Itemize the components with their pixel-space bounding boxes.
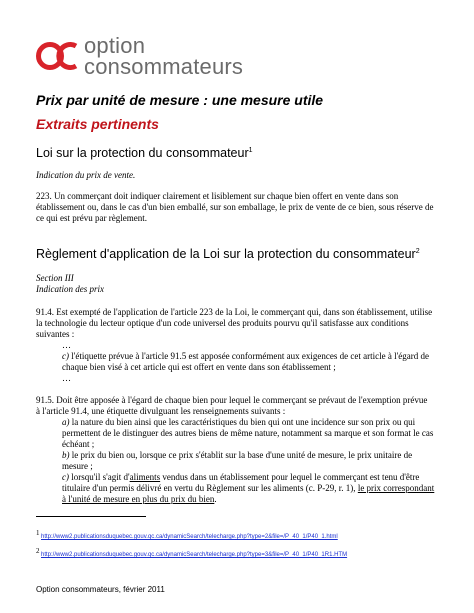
- footnote-1: [36, 529, 338, 541]
- text-fragment: titulaire d'un permis délivré en vertu du Règlement sur les aliments (c. P-29, r. 1),: [62, 483, 358, 493]
- text-fragment: .: [214, 494, 217, 504]
- document-subtitle: Extraits pertinents: [36, 116, 159, 132]
- item-label: a): [62, 417, 70, 427]
- item-label: c): [62, 351, 69, 361]
- underlined-prix-correspondant: le prix correspondant: [357, 483, 435, 493]
- section-sublabel: Indication des prix: [36, 284, 104, 294]
- text-line: chaque bien visé à cet article qui est offert en vente dans son établissement ;: [62, 362, 336, 372]
- item-c: [62, 351, 429, 373]
- document-title: Prix par unité de mesure : une mesure utile: [36, 92, 324, 108]
- article-91-4: [36, 307, 432, 340]
- text-fragment: lorsqu'il s'agit d': [69, 472, 130, 482]
- text-line: ce qui est prévu par règlement.: [36, 213, 147, 223]
- text-line: échéant ;: [62, 439, 95, 449]
- text-line: l'étiquette prévue à l'article 91.5 est apposée conformément aux exigences de cet article à l'égard de: [69, 351, 429, 361]
- footnote-number: 2: [36, 547, 40, 555]
- logo: [36, 33, 244, 82]
- footnote-2-link[interactable]: http://www2.publicationsduquebec.gouv.qc.ca/dynamicSearch/telecharge.php?type=3&file=/P_40_1/P40_1R1.HTM: [41, 552, 348, 558]
- footnote-ref-1[interactable]: 1: [248, 146, 253, 154]
- footnote-separator: [36, 516, 146, 517]
- footnote-ref-2[interactable]: 2: [415, 247, 420, 255]
- ellipsis: …: [62, 373, 71, 383]
- ellipsis: …: [62, 340, 71, 350]
- text-line: établissement ou, dans le cas d'un bien emballé, sur son emballage, le prix de vente de ce bien, sous réserve de: [36, 202, 434, 212]
- option-consommateurs-logo-mark: [36, 38, 80, 74]
- text-line: la technologie du lecteur optique d'un code universel des produits pourvu qu'il satisfasse aux conditions: [36, 318, 409, 328]
- article-91-5: [36, 395, 427, 417]
- underlined-unite-mesure: à l'unité de mesure en plus du prix du bien: [62, 494, 215, 504]
- underlined-aliments: aliments: [129, 472, 161, 482]
- footnote-2: [36, 547, 348, 559]
- section-label: Section III: [36, 273, 74, 283]
- item-label: b): [62, 450, 70, 460]
- item-c-aliments: [62, 472, 434, 505]
- footnote-number: 1: [36, 529, 40, 537]
- item-label: c): [62, 472, 69, 482]
- text-fragment: vendus dans un établissement pour lequel le commerçant est tenu d'être: [160, 472, 420, 482]
- logo-text-consommateurs: consommateurs: [84, 54, 244, 79]
- text-line: à l'article 91.4, une étiquette divulguant les renseignements suivants :: [36, 406, 286, 416]
- text-line: 91.5. Doit être apposée à l'égard de chaque bien pour lequel le commerçant se prévaut de l'exemption prévue: [36, 395, 428, 405]
- text-line: le prix du bien ou, lorsque ce prix s'établit sur la base d'une unité de mesure, le prix unitaire de: [69, 450, 413, 460]
- item-a: [62, 417, 433, 450]
- footnote-1-link[interactable]: http://www2.publicationsduquebec.gouv.qc.ca/dynamicSearch/telecharge.php?type=2&file=/P_40_1/P40_1.html: [41, 534, 338, 540]
- page-footer: Option consommateurs, février 2011: [36, 585, 165, 594]
- text-line: permettent de le distinguer des autres biens de même nature, notamment sa marque et son format le cas: [62, 428, 434, 438]
- section-heading-loi: [36, 146, 253, 160]
- article-223: [36, 191, 434, 224]
- section-heading-reglement: [36, 247, 420, 261]
- text-line: 91.4. Est exempté de l'application de l'article 223 de la Loi, le commerçant qui, dans son établissement, utilise: [36, 307, 433, 317]
- logo-text-option: option: [84, 33, 146, 58]
- text-line: la nature du bien ainsi que les caractéristiques du bien qui ont une incidence sur son prix ou qui: [69, 417, 416, 427]
- text-line: suivantes :: [36, 329, 75, 339]
- text-line: mesure ;: [62, 461, 93, 471]
- section-heading-loi-text: Loi sur la protection du consommateur: [36, 146, 249, 160]
- section-heading-reglement-text: Règlement d'application de la Loi sur la protection du consommateur: [36, 247, 416, 261]
- text-line: 223. Un commerçant doit indiquer clairement et lisiblement sur chaque bien offert en vente dans son: [36, 191, 399, 201]
- item-b: [62, 450, 412, 472]
- indication-prix-vente: Indication du prix de vente.: [36, 170, 136, 180]
